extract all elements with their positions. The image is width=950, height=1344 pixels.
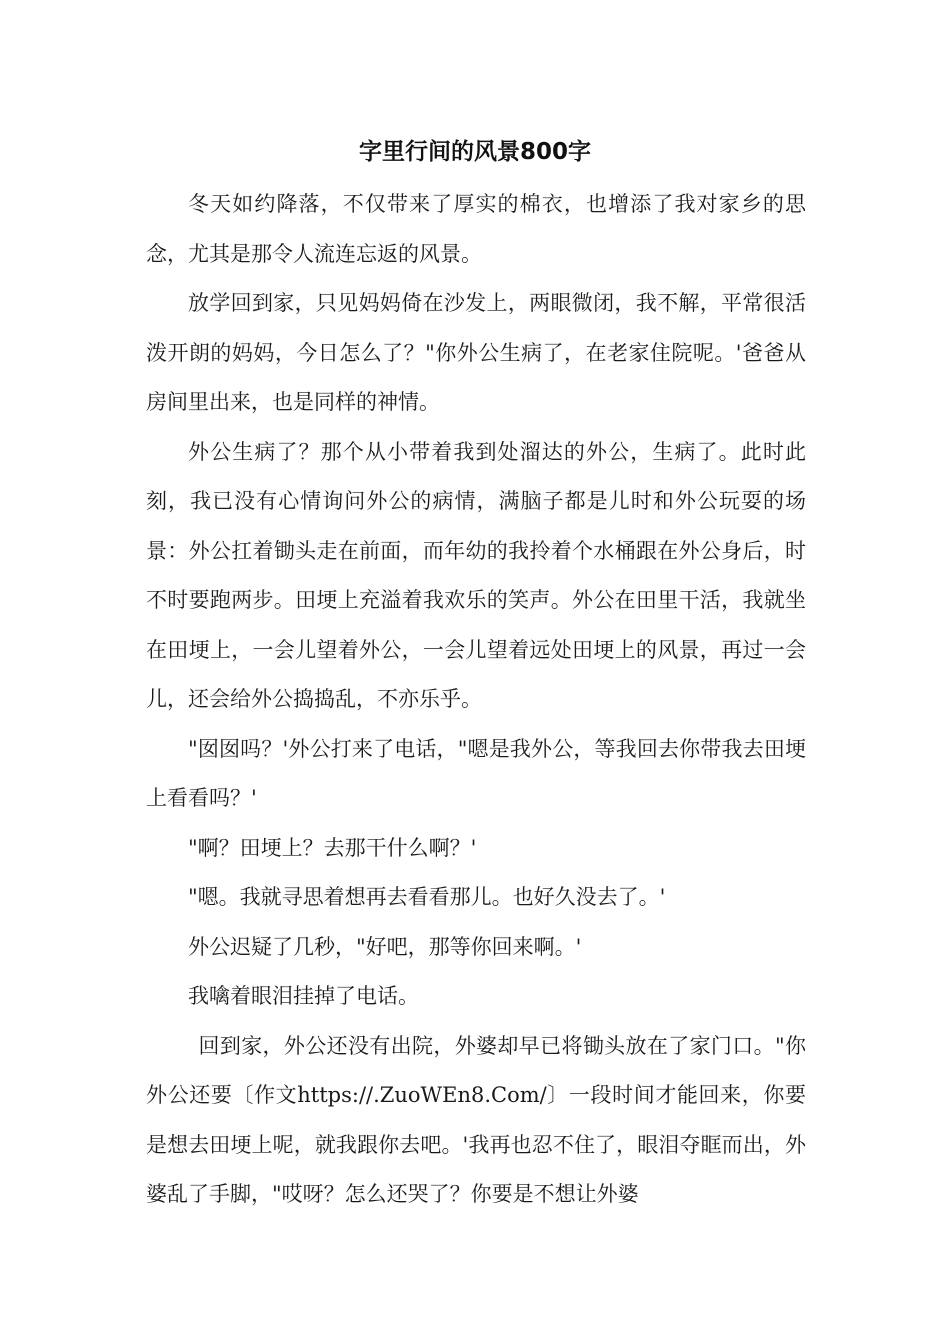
paragraph: 冬天如约降落，不仅带来了厚实的棉衣，也增添了我对家乡的思念，尤其是那令人流连忘返的风景。 bbox=[146, 192, 806, 266]
paragraph: 放学回到家，只见妈妈倚在沙发上，两眼微闭，我不解，平常很活泼开朗的妈妈，今日怎么了？"你外公生病了，在老家住院呢。'爸爸从房间里出来，也是同样的神情。 bbox=[146, 291, 806, 414]
paragraph: 外公生病了？那个从小带着我到处溜达的外公，生病了。此时此刻，我已没有心情询问外公的病情，满脑子都是儿时和外公玩耍的场景：外公扛着锄头走在前面，而年幼的我拎着个水桶跟在外公身后，时不时要跑两步。田埂上充溢着我欢乐的笑声。外公在田里干活，我就坐在田埂上，一会儿望着外公，一会儿望着远处田埂上的风景，再过一会儿，还会给外公捣捣乱，不亦乐乎。 bbox=[146, 439, 806, 711]
paragraph: "囡囡吗？'外公打来了电话，"嗯是我外公，等我回去你带我去田埂上看看吗？' bbox=[146, 736, 806, 810]
paragraph: 外公迟疑了几秒，"好吧，那等你回来啊。' bbox=[188, 934, 582, 959]
paragraph: 回到家，外公还没有出院，外婆却早已将锄头放在了家门口。"你外公还要〔作文https://.ZuoWEn8.Com/〕一段时间才能回来，你要是想去田埂上呢，就我跟你去吧。'我再也忍不住了，眼泪夺眶而出，外婆乱了手脚，"哎呀？怎么还哭了？你要是不想让外婆 bbox=[146, 1033, 806, 1206]
paragraph: "嗯。我就寻思着想再去看看那儿。也好久没去了。' bbox=[188, 885, 666, 909]
paragraph: "啊？田埂上？去那干什么啊？' bbox=[188, 835, 477, 860]
document-body bbox=[146, 180, 806, 1220]
document-title: 字里行间的风景800字 bbox=[358, 139, 591, 165]
paragraph: 我噙着眼泪挂掉了电话。 bbox=[188, 984, 419, 1008]
